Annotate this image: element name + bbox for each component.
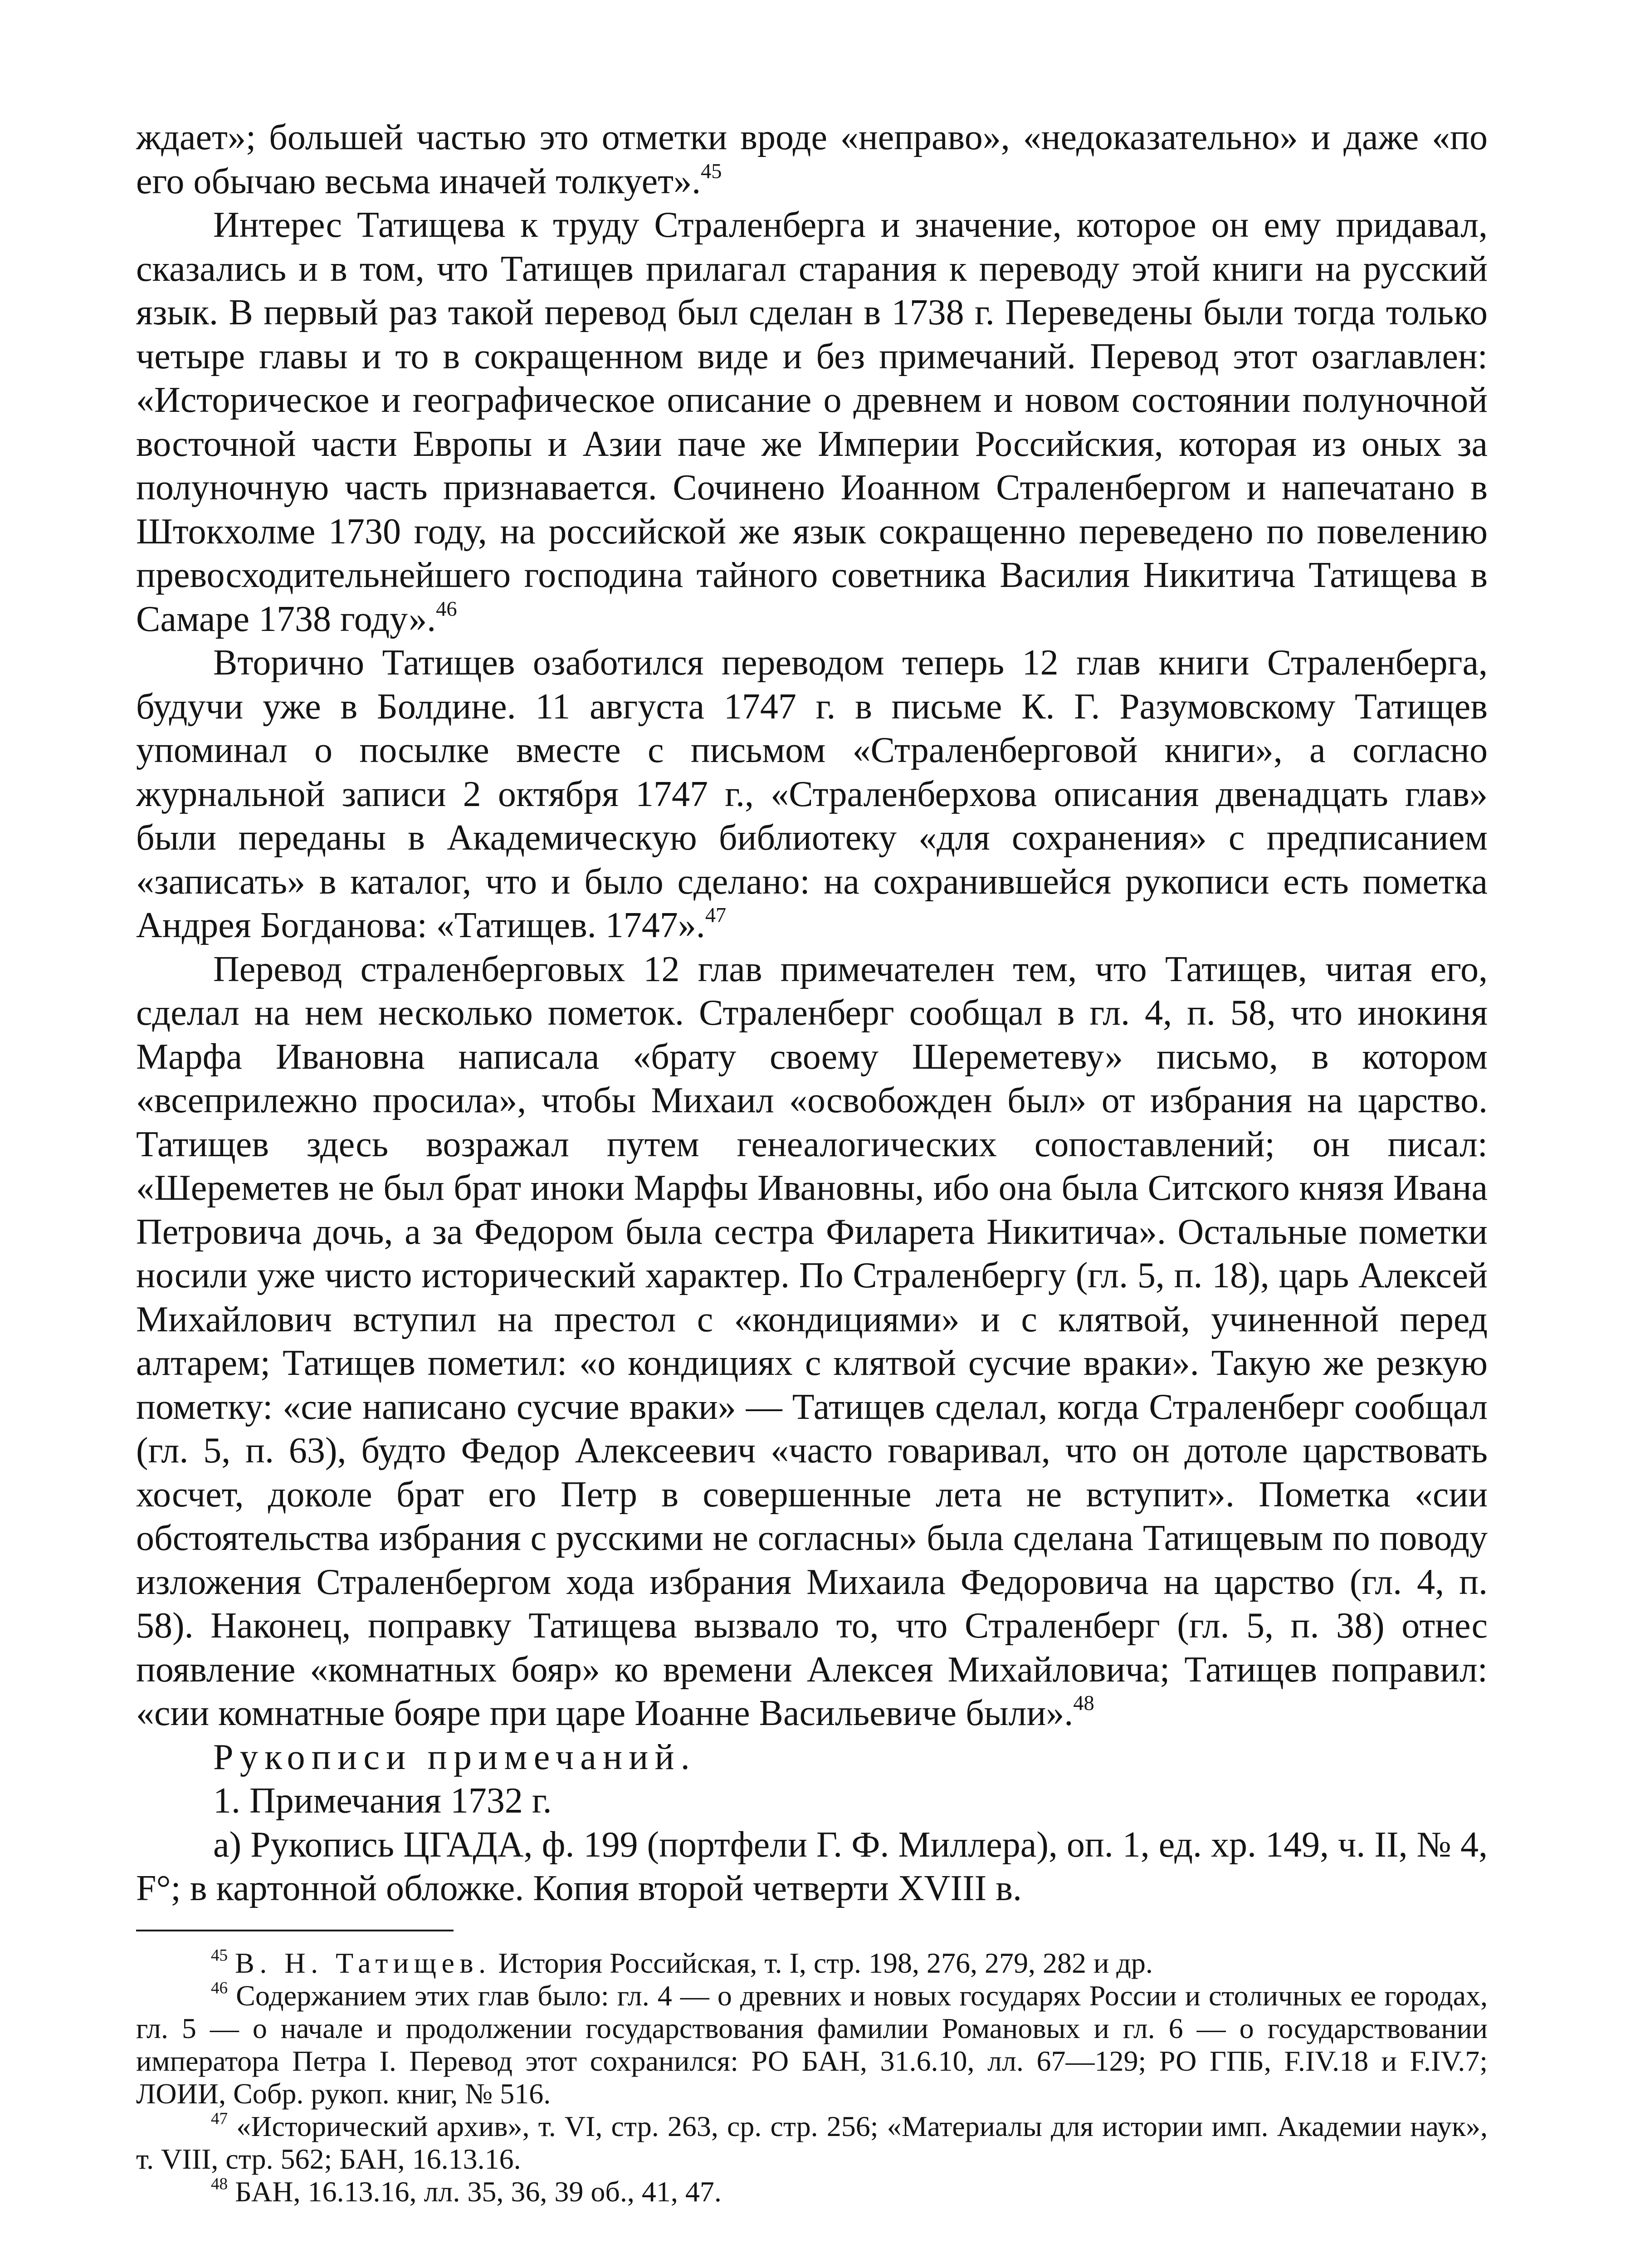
paragraph-3 <box>136 641 1488 948</box>
footnote-text: История Российская, т. I, стр. 198, 276, 279, 282 и др. <box>498 1946 1153 1979</box>
paragraph-2-text: Интерес Татищева к труду Страленберга и значение, которое он ему придавал, сказались и в том, что Татищев прилагал старания к переводу этой книги на русский язык. В первый раз такой перевод был сделан в 1738 г. Переведены были тогда только четыре главы и то в сокращенном виде и без примечаний. Перевод этот озаглавлен: «Историческое и географическое описание о древнем и новом состоянии полуночной восточной части Европы и Азии паче же Империи Российския, которая из оных за полуночную часть признавается. Сочинено Иоанном Страленбергом и напечатано в Штокхолме 1730 году, на российской же язык сокращенно переведено по повелению превосходительнейшего господина тайного советника Василия Никитича Татищева в Самаре 1738 году». <box>136 205 1488 639</box>
footnote-author: В. Н. Татищев. <box>235 1946 491 1979</box>
footnote-ref-46: 46 <box>436 597 457 621</box>
footnote-text: БАН, 16.13.16, лл. 35, 36, 39 об., 41, 47. <box>235 2175 722 2208</box>
text-column <box>136 116 1488 2208</box>
footnote-text: «Исторический архив», т. VI, стр. 263, ср. стр. 256; «Материалы для истории имп. Академии наук», т. VIII, стр. 562; БАН, 16.13.16. <box>136 2110 1488 2175</box>
footnote-number: 47 <box>211 2109 228 2128</box>
item-a: а) Рукопись ЦГАДА, ф. 199 (портфели Г. Ф. Миллера), оп. 1, ед. хр. 149, ч. II, № 4, F°; в картонной обложке. Копия второй четверти XVIII в. <box>136 1824 1488 1908</box>
footnote-number: 48 <box>211 2174 228 2193</box>
subheading: 1. Примечания 1732 г. <box>213 1781 552 1821</box>
paragraph-1 <box>136 116 1488 203</box>
footnote-divider <box>136 1930 454 1931</box>
footnote-ref-47: 47 <box>705 904 727 927</box>
footnote-45 <box>136 1947 1488 1980</box>
footnote-48 <box>136 2175 1488 2208</box>
paragraph-1-text: ждает»; большей частью это отметки вроде «неправо», «недоказательно» и даже «по его обычаю весьма иначей толкует». <box>136 117 1488 201</box>
paragraph-4-text: Перевод страленберговых 12 глав примечателен тем, что Татищев, читая его, сделал на нем несколько пометок. Страленберг сообщал в гл. 4, п. 58, что инокиня Марфа Ивановна написала «брату своему Шереметеву» письмо, в котором «всеприлежно просила», чтобы Михаил «освобожден был» от избрания на царство. Татищев здесь возражал путем генеалогических сопоставлений; он писал: «Шереметев не был брат иноки Марфы Ивановны, ибо она была Ситского князя Ивана Петровича дочь, а за Федором была сестра Филарета Никитича». Остальные пометки носили уже чисто исторический характер. По Страленбергу (гл. 5, п. 18), царь Алексей Михайлович вступил на престол с «кондициями» и с клятвой, учиненной перед алтарем; Татищев пометил: «о кондициях с клятвой сусчие враки». Такую же резкую пометку: «сие написано сусчие враки» — Татищев сделал, когда Страленберг сообщал (гл. 5, п. 63), будто Федор Алексеевич «часто говаривал, что он дотоле царствовать хосчет, доколе брат его Петр в совершенные лета не вступит». Пометка «сии обстоятельства избрания с русскими не согласны» была сделана Татищевым по поводу изложения Страленбергом хода избрания Михаила Федоровича на царство (гл. 4, п. 58). Наконец, поправку Татищева вызвало то, что Страленберг (гл. 5, п. 38) отнес появление «комнатных бояр» ко времени Алексея Михайловича; Татищев поправил: «сии комнатные бояре при царе Иоанне Васильевиче были». <box>136 949 1488 1733</box>
footnote-ref-45: 45 <box>701 160 722 183</box>
footnote-46 <box>136 1980 1488 2110</box>
section-heading: Рукописи примечаний. <box>213 1737 697 1777</box>
footnote-ref-48: 48 <box>1073 1691 1094 1715</box>
footnote-47 <box>136 2110 1488 2175</box>
footnote-number: 45 <box>211 1945 228 1965</box>
paragraph-2 <box>136 203 1488 641</box>
paragraph-3-text: Вторично Татищев озаботился переводом теперь 12 глав книги Страленберга, будучи уже в Болдине. 11 августа 1747 г. в письме К. Г. Разумовскому Татищев упоминал о посылке вместе с письмом «Страленберговой книги», а согласно журнальной записи 2 октября 1747 г., «Страленберхова описания двенадцать глав» были переданы в Академическую библиотеку «для сохранения» с предписанием «записать» в каталог, что и было сделано: на сохранившейся рукописи есть пометка Андрея Богданова: «Татищев. 1747». <box>136 643 1488 945</box>
paragraph-4 <box>136 948 1488 1735</box>
footnote-number: 46 <box>211 1978 228 1997</box>
footnote-text: Содержанием этих глав было: гл. 4 — о древних и новых государях России и столичных ее городах, гл. 5 — о начале и продолжении государствования фамилии Романовых и гл. 6 — о государствовании императора Петра I. Перевод этот сохранился: РО БАН, 31.6.10, лл. 67—129; РО ГПБ, F.IV.18 и F.IV.7; ЛОИИ, Собр. рукоп. книг, № 516. <box>136 1979 1488 2110</box>
